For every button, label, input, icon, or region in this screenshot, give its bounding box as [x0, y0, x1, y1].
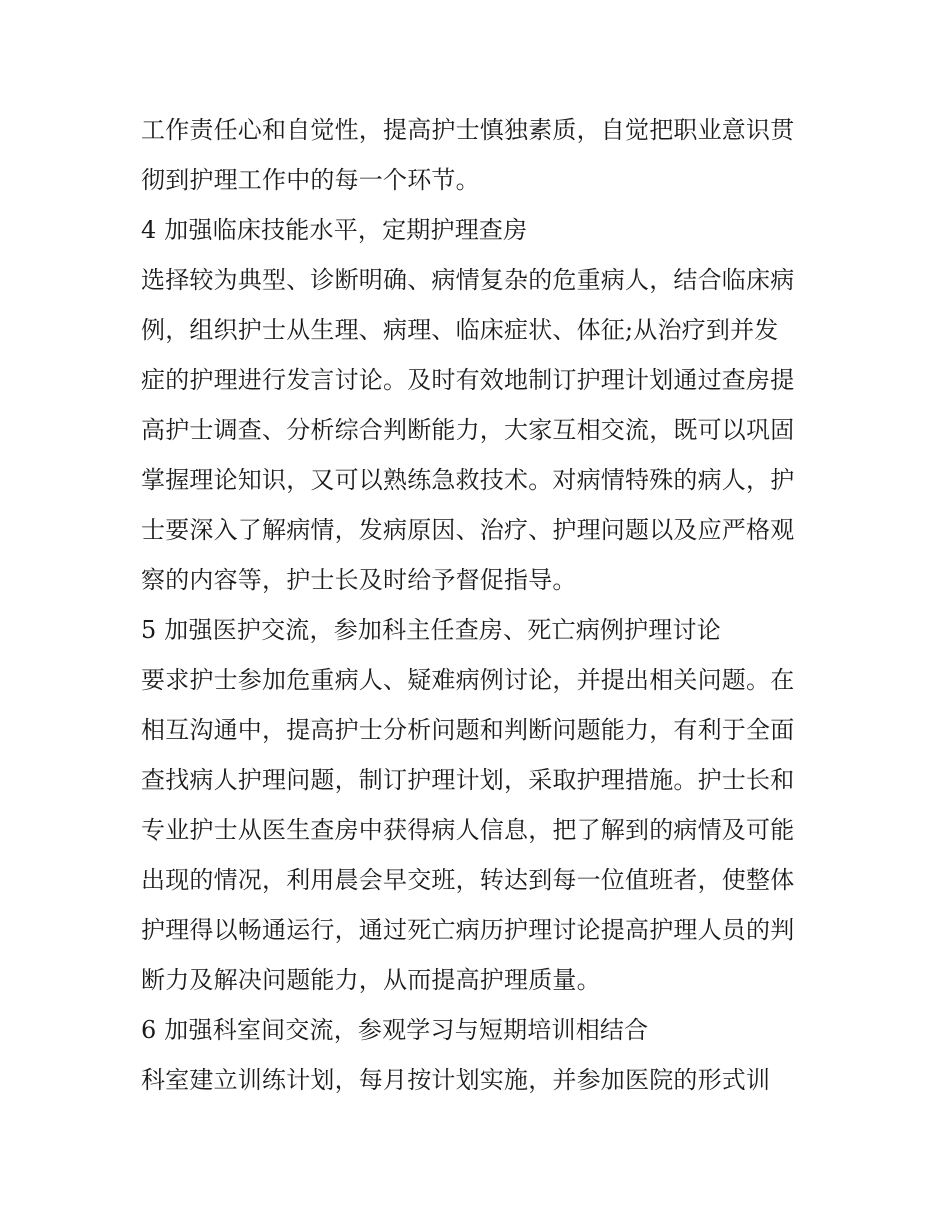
paragraph-line: 工作责任心和自觉性，提高护士慎独素质，自觉把职业意识贯 [141, 116, 795, 144]
paragraph-line: 专业护士从医生查房中获得病人信息，把了解到的病情及可能 [141, 816, 795, 844]
paragraph-line: 护理得以畅通运行，通过死亡病历护理讨论提高护理人员的判 [141, 916, 795, 944]
section-heading: 6 加强科室间交流，参观学习与短期培训相结合 [141, 1016, 649, 1044]
paragraph-line: 例，组织护士从生理、病理、临床症状、体征;从治疗到并发 [141, 316, 779, 344]
paragraph-line: 症的护理进行发言讨论。及时有效地制订护理计划通过查房提 [141, 366, 795, 394]
paragraph-line: 高护士调查、分析综合判断能力，大家互相交流，既可以巩固 [141, 416, 795, 444]
paragraph-line: 选择较为典型、诊断明确、病情复杂的危重病人，结合临床病 [141, 266, 795, 294]
paragraph-line: 察的内容等，护士长及时给予督促指导。 [141, 566, 577, 594]
paragraph-line: 彻到护理工作中的每一个环节。 [141, 166, 480, 194]
paragraph-line: 掌握理论知识，又可以熟练急救技术。对病情特殊的病人，护 [141, 466, 795, 494]
paragraph-line: 士要深入了解病情，发病原因、治疗、护理问题以及应严格观 [141, 516, 795, 544]
section-heading: 4 加强临床技能水平，定期护理查房 [141, 216, 528, 244]
paragraph-line: 查找病人护理问题，制订护理计划，采取护理措施。护士长和 [141, 766, 795, 794]
section-heading: 5 加强医护交流，参加科主任查房、死亡病例护理讨论 [141, 616, 721, 644]
paragraph-line: 要求护士参加危重病人、疑难病例讨论，并提出相关问题。在 [141, 666, 795, 694]
paragraph-line: 科室建立训练计划，每月按计划实施，并参加医院的形式训 [141, 1066, 771, 1094]
paragraph-line: 相互沟通中，提高护士分析问题和判断问题能力，有利于全面 [141, 716, 795, 744]
paragraph-line: 断力及解决问题能力，从而提高护理质量。 [141, 966, 601, 994]
paragraph-line: 出现的情况，利用晨会早交班，转达到每一位值班者，使整体 [141, 866, 795, 894]
